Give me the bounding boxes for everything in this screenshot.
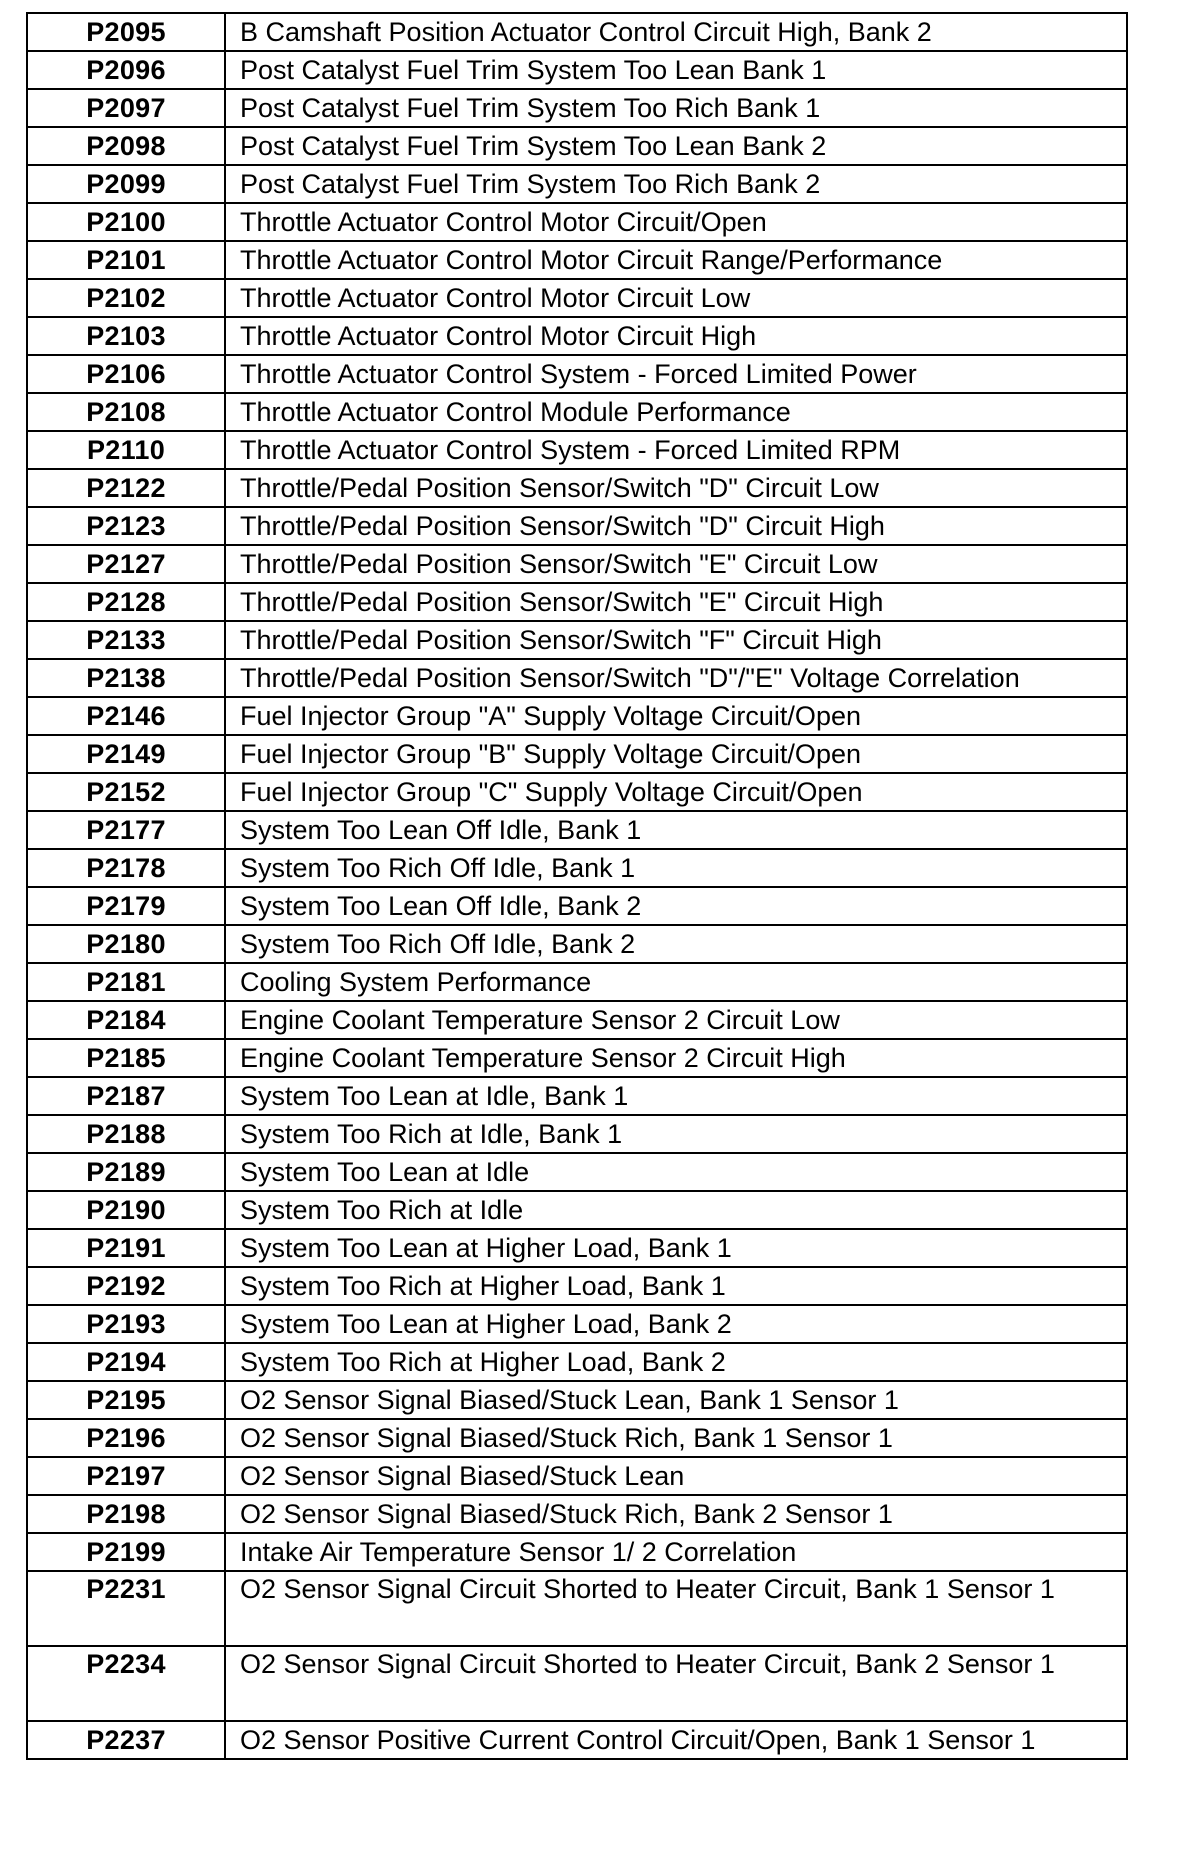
table-row [27, 1721, 1127, 1759]
dtc-description-cell: Throttle Actuator Control Motor Circuit High [225, 317, 1127, 355]
dtc-code-cell: P2185 [27, 1039, 225, 1077]
dtc-code-cell: P2108 [27, 393, 225, 431]
dtc-code-cell: P2098 [27, 127, 225, 165]
dtc-code-cell: P2234 [27, 1646, 225, 1721]
dtc-code-cell: P2127 [27, 545, 225, 583]
dtc-code-cell: P2101 [27, 241, 225, 279]
dtc-description-cell: Post Catalyst Fuel Trim System Too Rich Bank 2 [225, 165, 1127, 203]
document-page [26, 12, 1126, 1760]
table-row [27, 697, 1127, 735]
dtc-description-cell: Throttle/Pedal Position Sensor/Switch "E" Circuit High [225, 583, 1127, 621]
dtc-code-cell: P2097 [27, 89, 225, 127]
table-row [27, 1077, 1127, 1115]
dtc-code-cell: P2179 [27, 887, 225, 925]
table-row [27, 1419, 1127, 1457]
table-row [27, 545, 1127, 583]
table-row [27, 1495, 1127, 1533]
table-row [27, 1191, 1127, 1229]
dtc-description-cell: Fuel Injector Group "C" Supply Voltage Circuit/Open [225, 773, 1127, 811]
table-row [27, 51, 1127, 89]
dtc-code-cell: P2128 [27, 583, 225, 621]
dtc-code-cell: P2188 [27, 1115, 225, 1153]
dtc-description-cell: Intake Air Temperature Sensor 1/ 2 Correlation [225, 1533, 1127, 1571]
dtc-table-body [27, 13, 1127, 1759]
dtc-description-cell: Post Catalyst Fuel Trim System Too Lean Bank 1 [225, 51, 1127, 89]
dtc-description-cell: Engine Coolant Temperature Sensor 2 Circuit Low [225, 1001, 1127, 1039]
dtc-code-cell: P2199 [27, 1533, 225, 1571]
dtc-description-cell: Throttle/Pedal Position Sensor/Switch "D" Circuit Low [225, 469, 1127, 507]
table-row [27, 241, 1127, 279]
dtc-description-cell: System Too Rich at Idle, Bank 1 [225, 1115, 1127, 1153]
dtc-code-cell: P2192 [27, 1267, 225, 1305]
table-row [27, 1343, 1127, 1381]
table-row [27, 1039, 1127, 1077]
dtc-description-cell: Throttle Actuator Control Module Performance [225, 393, 1127, 431]
dtc-description-cell: Fuel Injector Group "A" Supply Voltage Circuit/Open [225, 697, 1127, 735]
dtc-description-cell: Throttle Actuator Control Motor Circuit Range/Performance [225, 241, 1127, 279]
dtc-code-cell: P2180 [27, 925, 225, 963]
dtc-description-cell: System Too Lean Off Idle, Bank 2 [225, 887, 1127, 925]
dtc-description-cell: Throttle Actuator Control Motor Circuit/Open [225, 203, 1127, 241]
dtc-code-cell: P2196 [27, 1419, 225, 1457]
table-row [27, 1229, 1127, 1267]
dtc-description-cell: Throttle Actuator Control System - Forced Limited RPM [225, 431, 1127, 469]
table-row [27, 1115, 1127, 1153]
dtc-description-cell: System Too Lean at Idle, Bank 1 [225, 1077, 1127, 1115]
dtc-description-cell: Post Catalyst Fuel Trim System Too Lean Bank 2 [225, 127, 1127, 165]
table-row [27, 925, 1127, 963]
dtc-code-cell: P2146 [27, 697, 225, 735]
table-row [27, 811, 1127, 849]
table-row [27, 735, 1127, 773]
dtc-code-cell: P2198 [27, 1495, 225, 1533]
dtc-description-cell: System Too Lean at Idle [225, 1153, 1127, 1191]
dtc-code-cell: P2103 [27, 317, 225, 355]
dtc-code-cell: P2100 [27, 203, 225, 241]
dtc-code-cell: P2138 [27, 659, 225, 697]
dtc-code-cell: P2110 [27, 431, 225, 469]
table-row [27, 583, 1127, 621]
table-row [27, 431, 1127, 469]
dtc-description-cell: System Too Lean at Higher Load, Bank 2 [225, 1305, 1127, 1343]
dtc-code-table [26, 12, 1128, 1760]
dtc-description-cell: O2 Sensor Positive Current Control Circuit/Open, Bank 1 Sensor 1 [225, 1721, 1127, 1759]
dtc-code-cell: P2237 [27, 1721, 225, 1759]
table-row [27, 89, 1127, 127]
table-row [27, 355, 1127, 393]
table-row [27, 887, 1127, 925]
dtc-description-cell: O2 Sensor Signal Circuit Shorted to Heater Circuit, Bank 1 Sensor 1 [225, 1571, 1127, 1646]
dtc-description-cell: Throttle Actuator Control Motor Circuit Low [225, 279, 1127, 317]
dtc-code-cell: P2106 [27, 355, 225, 393]
dtc-description-cell: Cooling System Performance [225, 963, 1127, 1001]
table-row [27, 469, 1127, 507]
dtc-description-cell: O2 Sensor Signal Biased/Stuck Rich, Bank 2 Sensor 1 [225, 1495, 1127, 1533]
table-row [27, 1646, 1127, 1721]
dtc-code-cell: P2231 [27, 1571, 225, 1646]
table-row [27, 1153, 1127, 1191]
dtc-code-cell: P2177 [27, 811, 225, 849]
dtc-description-cell: System Too Rich Off Idle, Bank 2 [225, 925, 1127, 963]
table-row [27, 127, 1127, 165]
dtc-description-cell: O2 Sensor Signal Circuit Shorted to Heater Circuit, Bank 2 Sensor 1 [225, 1646, 1127, 1721]
dtc-code-cell: P2152 [27, 773, 225, 811]
table-row [27, 773, 1127, 811]
table-row [27, 279, 1127, 317]
dtc-code-cell: P2191 [27, 1229, 225, 1267]
dtc-code-cell: P2184 [27, 1001, 225, 1039]
table-row [27, 13, 1127, 51]
table-row [27, 165, 1127, 203]
dtc-code-cell: P2102 [27, 279, 225, 317]
dtc-description-cell: O2 Sensor Signal Biased/Stuck Lean, Bank 1 Sensor 1 [225, 1381, 1127, 1419]
dtc-description-cell: System Too Rich at Idle [225, 1191, 1127, 1229]
dtc-code-cell: P2197 [27, 1457, 225, 1495]
dtc-description-cell: System Too Rich at Higher Load, Bank 2 [225, 1343, 1127, 1381]
dtc-code-cell: P2194 [27, 1343, 225, 1381]
table-row [27, 963, 1127, 1001]
dtc-description-cell: Post Catalyst Fuel Trim System Too Rich Bank 1 [225, 89, 1127, 127]
dtc-description-cell: Throttle/Pedal Position Sensor/Switch "E" Circuit Low [225, 545, 1127, 583]
table-row [27, 1381, 1127, 1419]
dtc-code-cell: P2123 [27, 507, 225, 545]
table-row [27, 1457, 1127, 1495]
dtc-description-cell: Engine Coolant Temperature Sensor 2 Circuit High [225, 1039, 1127, 1077]
dtc-description-cell: O2 Sensor Signal Biased/Stuck Lean [225, 1457, 1127, 1495]
dtc-code-cell: P2193 [27, 1305, 225, 1343]
table-row [27, 659, 1127, 697]
dtc-description-cell: System Too Rich Off Idle, Bank 1 [225, 849, 1127, 887]
dtc-description-cell: System Too Lean Off Idle, Bank 1 [225, 811, 1127, 849]
table-row [27, 621, 1127, 659]
table-row [27, 1571, 1127, 1646]
table-row [27, 1267, 1127, 1305]
dtc-code-cell: P2099 [27, 165, 225, 203]
dtc-description-cell: Fuel Injector Group "B" Supply Voltage Circuit/Open [225, 735, 1127, 773]
table-row [27, 507, 1127, 545]
dtc-description-cell: Throttle/Pedal Position Sensor/Switch "F" Circuit High [225, 621, 1127, 659]
dtc-description-cell: Throttle/Pedal Position Sensor/Switch "D"/"E" Voltage Correlation [225, 659, 1127, 697]
dtc-description-cell: B Camshaft Position Actuator Control Circuit High, Bank 2 [225, 13, 1127, 51]
table-row [27, 1533, 1127, 1571]
dtc-description-cell: System Too Rich at Higher Load, Bank 1 [225, 1267, 1127, 1305]
table-row [27, 1305, 1127, 1343]
table-row [27, 317, 1127, 355]
table-row [27, 1001, 1127, 1039]
dtc-code-cell: P2189 [27, 1153, 225, 1191]
dtc-description-cell: Throttle/Pedal Position Sensor/Switch "D" Circuit High [225, 507, 1127, 545]
dtc-description-cell: O2 Sensor Signal Biased/Stuck Rich, Bank 1 Sensor 1 [225, 1419, 1127, 1457]
dtc-code-cell: P2149 [27, 735, 225, 773]
dtc-code-cell: P2095 [27, 13, 225, 51]
dtc-code-cell: P2187 [27, 1077, 225, 1115]
table-row [27, 393, 1127, 431]
dtc-code-cell: P2133 [27, 621, 225, 659]
dtc-description-cell: System Too Lean at Higher Load, Bank 1 [225, 1229, 1127, 1267]
dtc-code-cell: P2195 [27, 1381, 225, 1419]
table-row [27, 849, 1127, 887]
dtc-code-cell: P2190 [27, 1191, 225, 1229]
dtc-code-cell: P2178 [27, 849, 225, 887]
dtc-description-cell: Throttle Actuator Control System - Forced Limited Power [225, 355, 1127, 393]
dtc-code-cell: P2181 [27, 963, 225, 1001]
dtc-code-cell: P2096 [27, 51, 225, 89]
table-row [27, 203, 1127, 241]
dtc-code-cell: P2122 [27, 469, 225, 507]
